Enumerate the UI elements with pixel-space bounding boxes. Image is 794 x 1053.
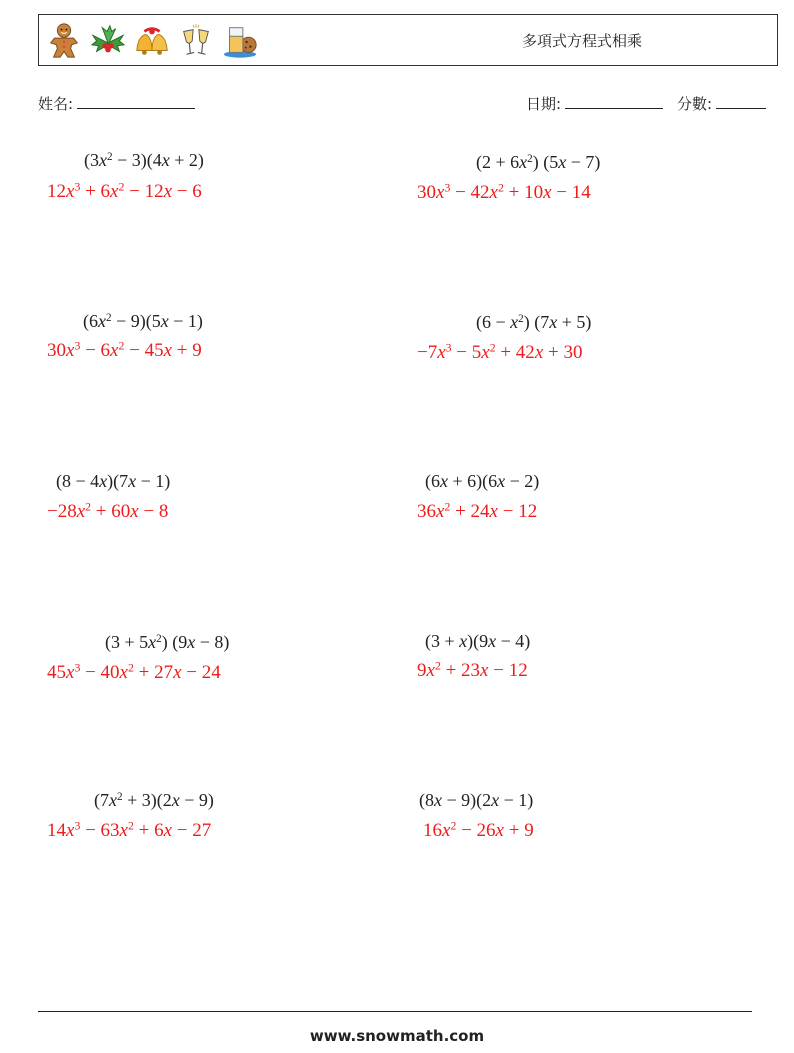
problem-10-question: (8x − 9)(2x − 1)	[419, 790, 534, 810]
problem-4-answer: $-7x^3 - 5x^2 + 42x + 30$	[417, 341, 583, 363]
worksheet-header	[38, 14, 778, 66]
problem-7-question: $(3 + 5x^2)$ (9x − 8)	[105, 632, 230, 652]
problem-8-answer: $9x^2 + 23x - 12$	[417, 659, 528, 681]
footer-url: www.snowmath.com	[309, 1027, 485, 1045]
score-blank[interactable]	[716, 107, 766, 109]
champagne-glasses-icon	[177, 22, 215, 60]
footer-divider	[38, 1011, 752, 1012]
problem-9-answer: $14x^3 - 63x^2 + 6x - 27$	[47, 819, 212, 841]
bells-icon	[133, 22, 171, 60]
date-blank[interactable]	[565, 107, 663, 109]
problem-3-answer: $30x^3 - 6x^2 - 45x + 9$	[47, 339, 202, 361]
problem-6-question: (6x + 6)(6x − 2)	[425, 471, 540, 491]
milk-and-cookie-icon	[221, 22, 259, 60]
problem-2-answer: $30x^3 - 42x^2 + 10x - 14$	[417, 181, 591, 203]
problem-9-question: $(7x^2 + 3)(2x - 9)$	[94, 790, 214, 810]
name-field	[38, 93, 195, 114]
header-icons	[45, 21, 259, 61]
worksheet-title: 多項式方程式相乘	[522, 32, 643, 50]
score-field	[677, 93, 766, 114]
problem-3-question: $(6x^2 - 9)(5x - 1)$	[83, 311, 203, 331]
problem-8-question: (3 + x)(9x − 4)	[425, 631, 531, 651]
problem-1-answer: $12x^3 + 6x^2 - 12x - 6$	[47, 180, 202, 202]
problem-4-question: $(6 - x^2)$ (7x + 5)	[476, 312, 592, 332]
problem-6-answer: $36x^2 + 24x - 12$	[417, 500, 538, 522]
problem-7-answer: $45x^3 - 40x^2 + 27x - 24$	[47, 661, 221, 683]
gingerbread-man-icon	[45, 22, 83, 60]
name-blank[interactable]	[77, 107, 195, 109]
holly-icon	[89, 22, 127, 60]
name-label: 姓名:	[38, 95, 74, 113]
problem-5-answer: $-28x^2 + 60x - 8$	[47, 500, 169, 522]
problem-10-answer: $16x^2 - 26x + 9$	[423, 819, 534, 841]
date-label: 日期:	[526, 95, 562, 113]
date-field	[526, 93, 663, 114]
problem-1-question: $(3x^2 - 3)(4x + 2)$	[84, 150, 204, 170]
score-label: 分數:	[677, 95, 713, 113]
problem-5-question: (8 − 4x)(7x − 1)	[56, 471, 171, 491]
problem-2-question: $(2 + 6x^2)$ (5x − 7)	[476, 152, 601, 172]
